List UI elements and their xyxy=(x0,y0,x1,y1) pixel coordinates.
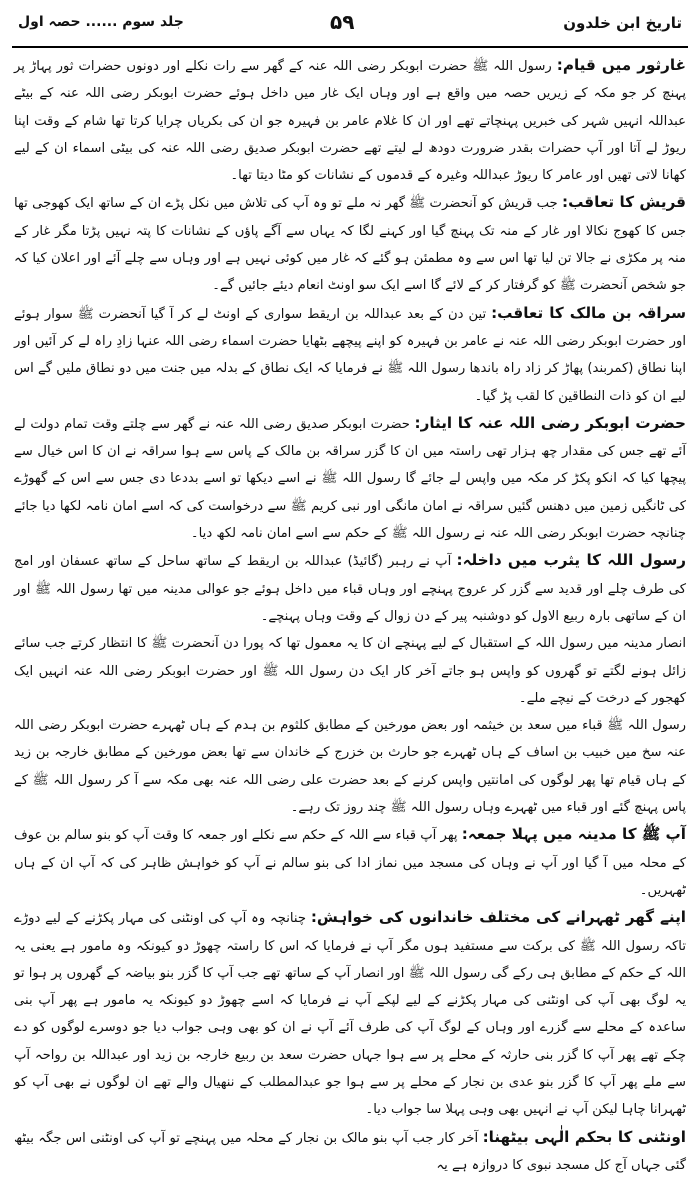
section-heading: اپنے گھر ٹھہرانے کی مختلف خاندانوں کی خواہش: xyxy=(310,908,686,927)
section-heading: اونٹنی کا بحکم الٰہی بیٹھنا: xyxy=(482,1127,686,1146)
book-title: تاریخ ابن خلدون xyxy=(563,14,682,32)
paragraph-families-wish xyxy=(14,904,686,1123)
paragraph-text: آپ نے رہبر (گائیڈ) عبداللہ بن اریقط کے ساتھ ساحل کے ساتھ عسفان اور امج کی طرف چلے اور قدید سے گزر کر عروج پہنچے اور وہاں قباء میں داخل ہوئے جو عوالی مدینہ میں تھا رسول اللہ ﷺ اور ان کے ساتھی بارہ ربیع الاول کو دوشنبہ پیر کے دن زوال کے وقت وہاں پہنچے۔ xyxy=(14,554,686,624)
section-heading: غارثور میں قیام: xyxy=(556,56,687,74)
paragraph-cave-thawr xyxy=(14,52,686,189)
paragraph-text: چنانچہ وہ آپ کی اونٹنی کی مہار پکڑنے کے لیے دوڑے تاکہ رسول اللہ ﷺ کی برکت سے مستفید ہوں مگر آپ نے فرمایا کہ اس کا راستہ چھوڑ دو کیونکہ وہ مامور ہے یعنی یہ اللہ کے حکم کے مطابق ہی رکے گی رسول اللہ ﷺ اور انصار آپ کے ساتھ تھے جب آپ کا گزر بنو بیاضہ کے گھروں پر ہوا تو یہ لوگ بھی آپ کی اونٹنی کی مہار پکڑنے کے لیے لپکے آپ نے فرمایا کہ اسے چھوڑ دو کیونکہ یہ مامور ہے پھر آپ بنی ساعدہ کے محلے سے گزرے اور وہاں کے لوگ آپ کی طرف آئے آپ نے ان کو بھی وہی جواب دیا جو دوسرے لوگوں کو دے چکے تھے پھر آپ کا گزر بنی حارثہ کے محلے پر سے ہوا جہاں حضرت سعد بن ربیع خارجہ بن زید اور عبداللہ بن رواحہ آپ سے ملے پھر آپ کا گزر بنو عدی بن نجار کے محلے پر سے ہوا جو عبدالمطلب کے ننھیال والے تھے ان لوگوں نے بھی آپ کو ٹھہرانا چاہا لیکن آپ نے انہیں بھی وہی پہلا سا جواب دیا۔ xyxy=(14,911,686,1118)
volume-label: جلد سوم ...... حصہ اول xyxy=(18,14,184,30)
section-heading: آپ ﷺ کا مدینہ میں پہلا جمعہ: xyxy=(461,825,686,844)
paragraph-quraysh-pursuit xyxy=(14,189,686,299)
paragraph-abu-bakr-sacrifice xyxy=(14,410,686,547)
paragraph-yathrib-entry xyxy=(14,547,686,630)
paragraph-suraqa-pursuit xyxy=(14,300,686,410)
section-heading: سراقہ بن مالک کا تعاقب: xyxy=(491,303,687,322)
section-heading: قریش کا تعاقب: xyxy=(562,193,686,212)
paragraph-ansar-welcome xyxy=(14,630,686,712)
section-heading: حضرت ابوبکر رضی اللہ عنہ کا ایثار: xyxy=(414,413,686,432)
paragraph-text: پھر آپ قباء سے اللہ کے حکم سے نکلے اور جمعہ کا وقت آپ کو بنو سالم بن عوف کے محلہ میں آ گیا اور آپ نے وہاں کی مسجد میں نماز ادا کی بنو سالم نے آپ کو خواہش ظاہر کی کہ آپ ان کے ہاں ٹھہریں۔ xyxy=(14,828,686,898)
section-heading: رسول اللہ کا یثرب میں داخلہ: xyxy=(456,551,687,570)
paragraph-text: رسول اللہ ﷺ حضرت ابوبکر رضی اللہ عنہ کے گھر سے رات نکلے اور دونوں حضرات ثور پہاڑ پر پہنچ کر جو مکہ کے زیریں حصہ میں واقع ہے اور وہاں ایک غار میں داخل ہوئے حضرت ابوبکر رضی اللہ عنہ کے بیٹے عبداللہ انہیں شہر کی خبریں پہنچاتے تھے اور ان کا غلام عامر بن فہیرہ جو ان کی بکریاں چرایا کرتا تھا شام کے وقت اپنا ریوڑ لے آتا اور آپ حضرات بقدر ضرورت دودھ لے لیتے تھے حضرت ابوبکر صدیق رضی اللہ عنہ کی بیٹی اسماء ان کے لیے کھانا لاتی تھیں اور عامر کا ریوڑ عبداللہ وغیرہ کے قدموں کے نشانات کو مٹا دیتا تھا۔ xyxy=(14,59,686,184)
paragraph-text: جب قریش کو آنحضرت ﷺ گھر نہ ملے تو وہ آپ کی تلاش میں نکل پڑے ان کے ساتھ ایک کھوجی تھا جس کا کھوج نکالا اور غار کے منہ تک پہنچ گیا اور کہنے لگا کہ یہاں سے آگے پاؤں کے نشانات کا پتہ نہیں پڑتا مگر غار کے منہ پر مکڑی نے جالا تن لیا تھا اس سے وہ مطمئن ہو گئے کہ غار میں کوئی نہیں ہے اور وہاں سے چلے آئے اور اعلان کیا کہ جو شخص آنحضرت ﷺ کو گرفتار کر کے لائے گا اسے ایک سو اونٹ انعام دیئے جائیں گے۔ xyxy=(14,196,686,294)
paragraph-stay-in-quba xyxy=(14,712,686,821)
page-header xyxy=(12,4,688,44)
paragraph-text: تین دن کے بعد عبداللہ بن اریقط سواری کے اونٹ لے کر آ گیا آنحضرت ﷺ سوار ہوئے اور حضرت ابوبکر رضی اللہ عنہ نے عامر بن فہیرہ کو اپنے پیچھے بٹھایا حضرت اسماء رضی اللہ عنہا زادِ راہ لے کر آئیں اور اپنا نطاق (کمربند) پھاڑ کر زاد راہ باندھا رسول اللہ ﷺ نے فرمایا کہ ایک نطاق کے بدلہ میں جنت میں دو نطاق ملیں گے اس لیے ان کو ذات النطاقین کا لقب پڑ گیا۔ xyxy=(14,306,686,404)
paragraph-text: رسول اللہ ﷺ قباء میں سعد بن خیثمہ اور بعض مورخین کے مطابق کلثوم بن ہدم کے ہاں ٹھہرے حضرت ابوبکر رضی اللہ عنہ سخ میں خبیب بن اساف کے ہاں ٹھہرے جو حارث بن خزرج کے خاندان سے تھا بعض مورخین کے مطابق خارجہ بن زید کے ہاں قیام تھا پھر لوگوں کی امانتیں واپس کرنے کے بعد حضرت علی رضی اللہ عنہ بھی مکہ سے آ کر رسول اللہ ﷺ کے پاس پہنچ گئے اور قباء میں ٹھہرے وہاں رسول اللہ ﷺ چند روز تک رہے۔ xyxy=(14,718,686,816)
paragraph-text: آخر کار جب آپ بنو مالک بن نجار کے محلہ میں پہنچے تو آپ کی اونٹنی اس جگہ بیٹھ گئی جہاں آج کل مسجد نبوی کا دروازہ ہے یہ xyxy=(14,1130,686,1173)
paragraph-text: انصار مدینہ میں رسول اللہ کے استقبال کے لیے پہنچے ان کا یہ معمول تھا کہ پورا دن آنحضرت ﷺ کا انتظار کرتے جب سائے زائل ہونے لگتے تو گھروں کو واپس ہو جاتے آخر کار ایک دن رسول اللہ ﷺ اور حضرت ابوبکر رضی اللہ عنہ انہیں ایک کھجور کے درخت کے نیچے ملے۔ xyxy=(14,636,686,706)
paragraph-text: حضرت ابوبکر صدیق رضی اللہ عنہ نے گھر سے چلتے وقت تمام دولت لے آئے تھے جس کی مقدار چھ ہزار تھی راستہ میں ان کا گزر سراقہ بن مالک کے پاس سے ہوا سراقہ نے ان کا اس خیال سے پیچھا کیا کہ انکو پکڑ کر مکہ میں واپس لے جائے گا رسول اللہ ﷺ نے اسے دیکھا تو اسے بددعا دی جس سے اس کے گھوڑے کی ٹانگیں زمین میں دھنس گئیں سراقہ نے امان مانگی اور نبی کریم ﷺ سے درخواست کی کہ اسے امان نامہ لکھا دیا جائے چنانچہ حضرت ابوبکر رضی اللہ عنہ نے رسول اللہ ﷺ کے حکم سے اسے امان نامہ لکھ دیا۔ xyxy=(14,416,686,542)
paragraph-camel-sits xyxy=(14,1124,686,1179)
page-number: ۵۹ xyxy=(330,10,355,34)
page-content xyxy=(14,52,687,1173)
paragraph-first-friday xyxy=(14,821,686,904)
header-divider xyxy=(12,46,688,48)
